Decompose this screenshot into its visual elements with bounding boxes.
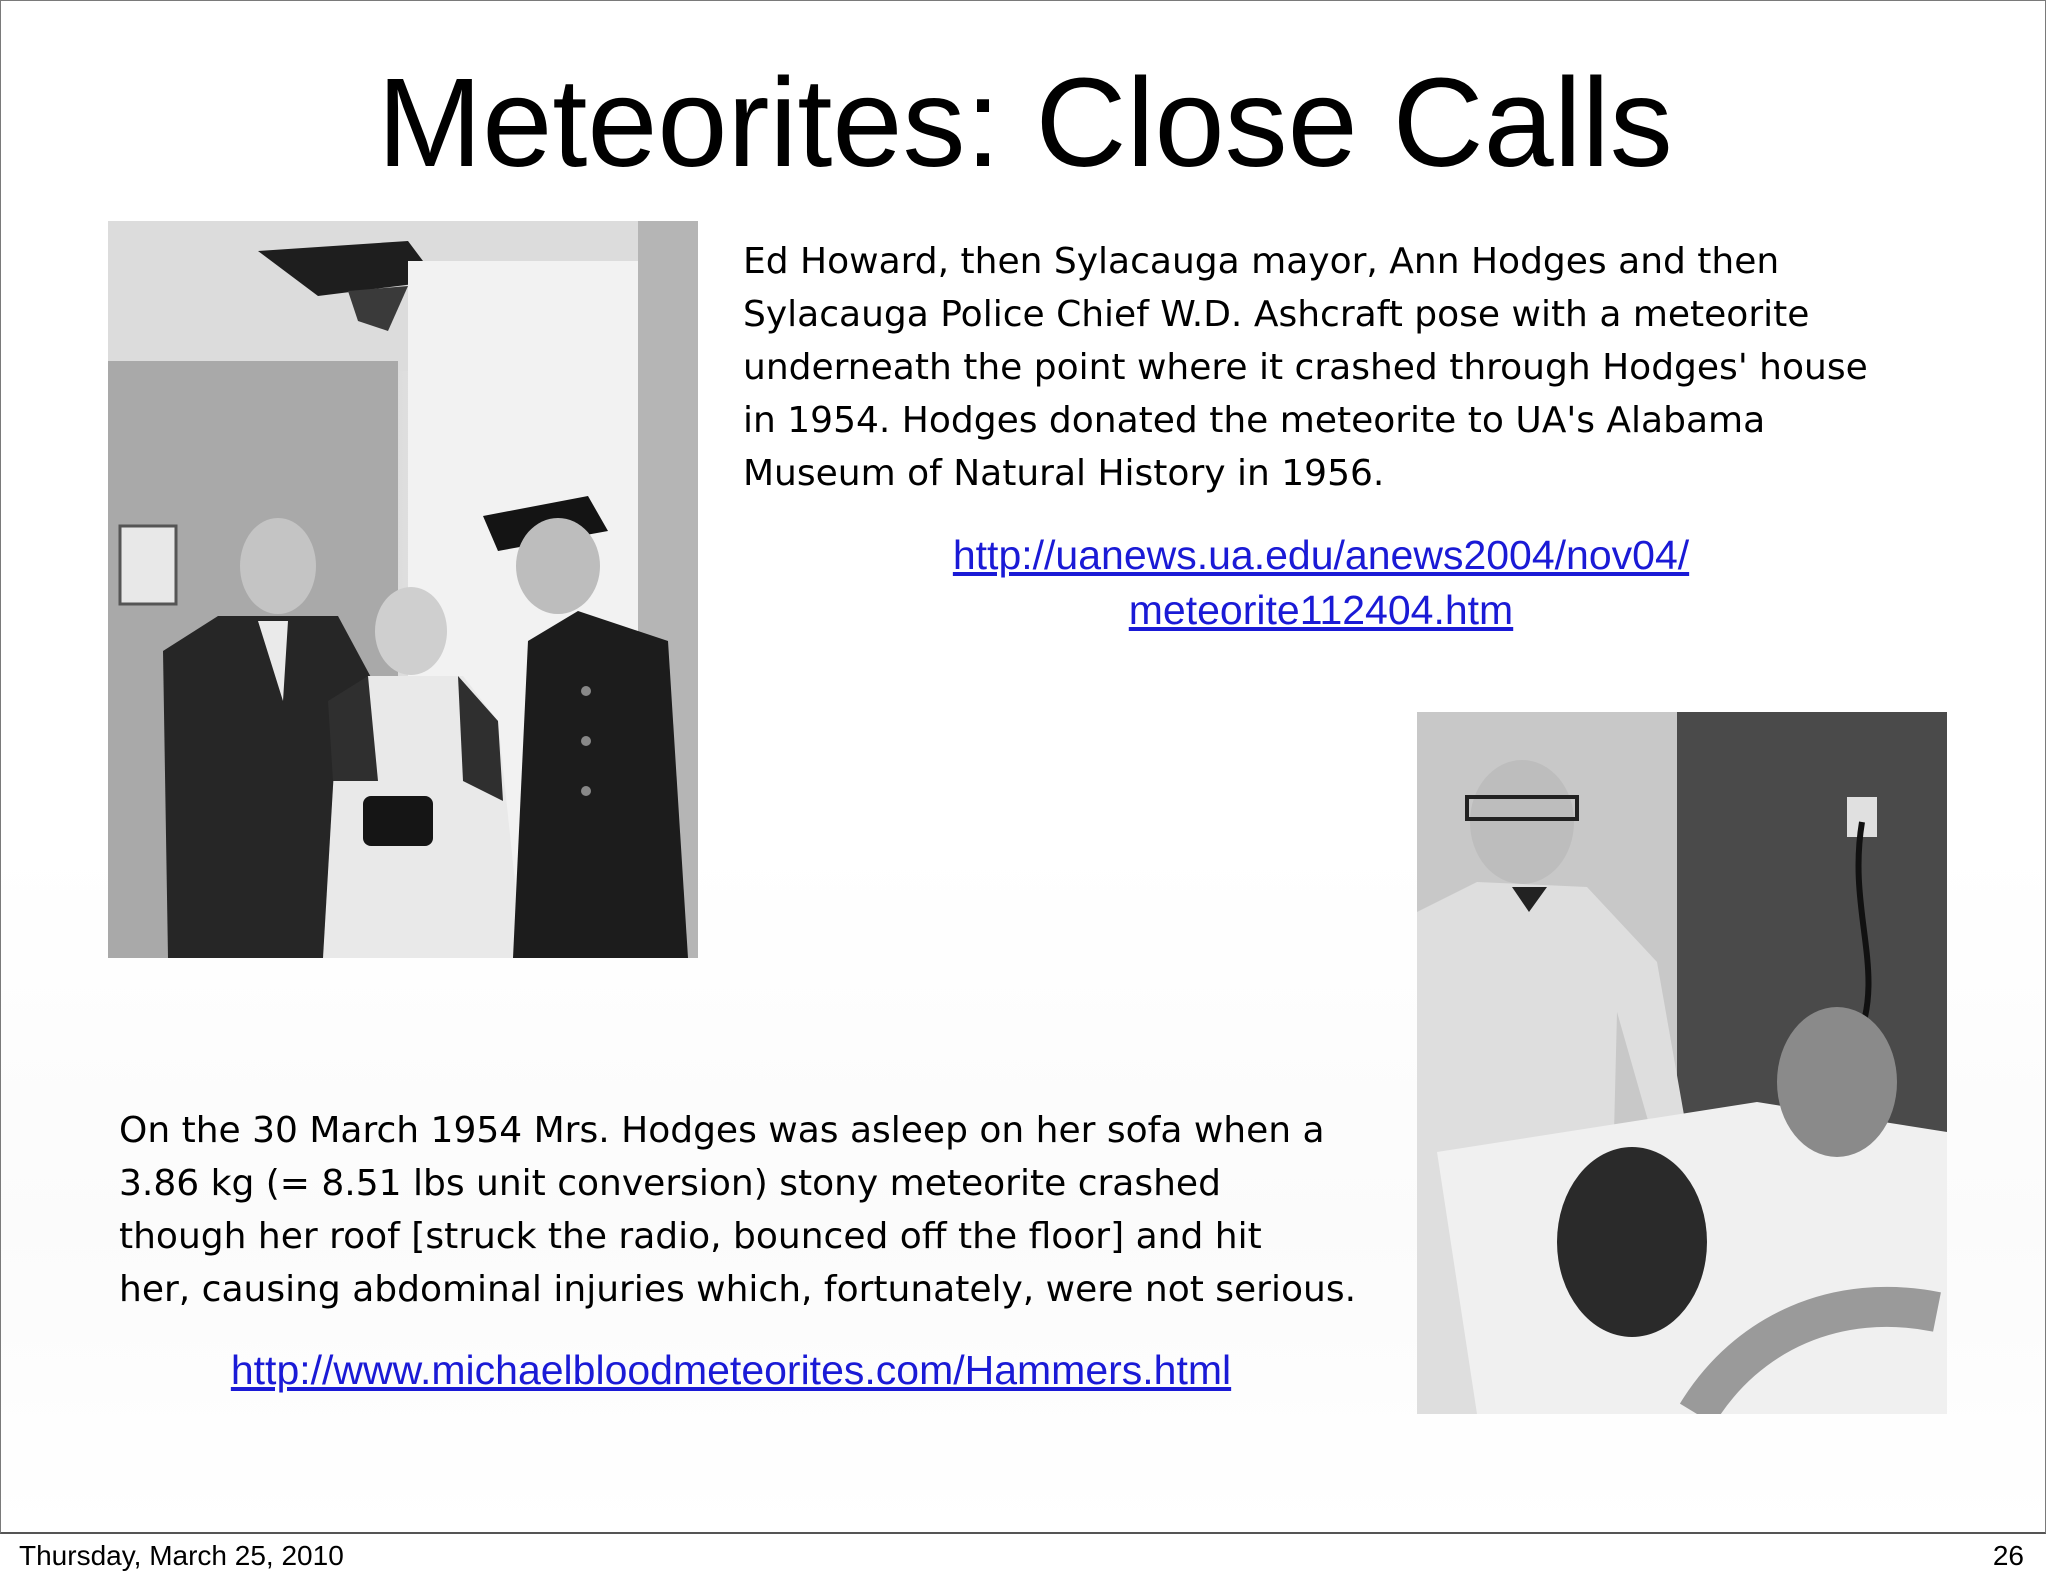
caption-top-line: underneath the point where it crashed through Hodges' house bbox=[743, 347, 1868, 388]
uanews-link-line[interactable]: http://uanews.ua.edu/anews2004/nov04/ bbox=[952, 532, 1690, 578]
uanews-link-line[interactable]: meteorite112404.htm bbox=[1128, 587, 1514, 633]
caption-top-line: in 1954. Hodges donated the meteorite to UA's Alabama bbox=[743, 400, 1766, 441]
photo-mayor-hodges-police-chief bbox=[108, 221, 698, 958]
caption-top-line: Museum of Natural History in 1956. bbox=[743, 453, 1385, 494]
photo-right-illustration bbox=[1417, 712, 1947, 1414]
caption-bottom-line: her, causing abdominal injuries which, fortunately, were not serious. bbox=[119, 1269, 1357, 1310]
photo-left-illustration bbox=[108, 221, 698, 958]
caption-bottom-line: On the 30 March 1954 Mrs. Hodges was asleep on her sofa when a bbox=[119, 1110, 1325, 1151]
michaelblood-link[interactable]: http://www.michaelbloodmeteorites.com/Hammers.html bbox=[230, 1347, 1232, 1393]
caption-bottom-line: though her roof [struck the radio, bounced off the floor] and hit bbox=[119, 1216, 1262, 1257]
caption-bottom-line: 3.86 kg (= 8.51 lbs unit conversion) stony meteorite crashed bbox=[119, 1163, 1221, 1204]
caption-top-line: Ed Howard, then Sylacauga mayor, Ann Hodges and then bbox=[743, 241, 1780, 282]
caption-bottom bbox=[119, 1104, 1419, 1316]
caption-top bbox=[743, 235, 1923, 500]
caption-top-line: Sylacauga Police Chief W.D. Ashcraft pose with a meteorite bbox=[743, 294, 1810, 335]
page-number: 26 bbox=[1992, 1540, 2024, 1571]
uanews-link[interactable] bbox=[881, 528, 1761, 638]
footer-date: Thursday, March 25, 2010 bbox=[19, 1540, 344, 1571]
photo-doctor-hodges-bed bbox=[1417, 712, 1947, 1414]
slide-title: Meteorites: Close Calls bbox=[377, 52, 1673, 193]
